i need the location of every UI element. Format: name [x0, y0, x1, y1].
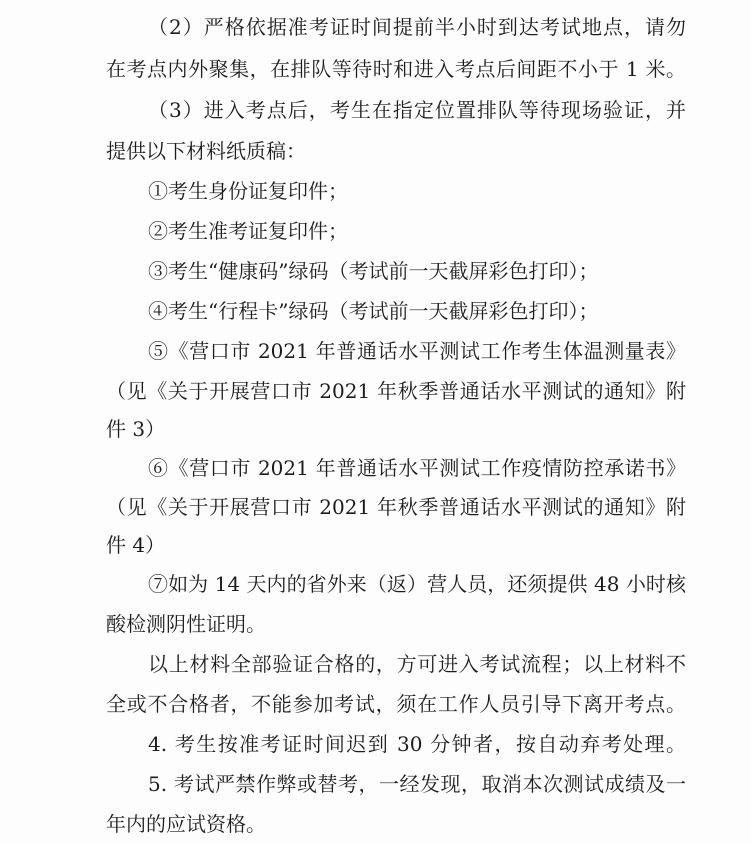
paragraph-3-line-1: （3）进入考点后，考生在指定位置排队等待现场验证，并: [148, 98, 686, 122]
list-item-7-line-1: ⑦如为 14 天内的省外来（返）营人员，还须提供 48 小时核: [148, 572, 686, 596]
list-item-4: ④考生“行程卡”绿码（考试前一天截屏彩色打印）；: [148, 299, 599, 323]
list-item-5-line-1: ⑤《营口市 2021 年普通话水平测试工作考生体温测量表》: [148, 339, 686, 363]
verification-paragraph-line-1: 以上材料全部验证合格的，方可进入考试流程；以上材料不: [148, 652, 686, 676]
list-item-7-line-2: 酸检测阴性证明。: [106, 612, 266, 636]
item-4-paragraph: 4. 考生按准考证时间迟到 30 分钟者，按自动弃考处理。: [148, 732, 686, 756]
item-5-line-2: 年内的应试资格。: [106, 812, 266, 836]
paragraph-2-line-2: 在考点内外聚集，在排队等待时和进入考点后间距不小于 1 米。: [106, 57, 686, 81]
list-item-1: ①考生身份证复印件；: [148, 179, 348, 203]
paragraph-2-line-1: （2）严格依据准考证时间提前半小时到达考试地点，请勿: [148, 15, 686, 39]
verification-paragraph-line-2: 全或不合格者，不能参加考试，须在工作人员引导下离开考点。: [106, 692, 686, 716]
list-item-5-line-2: （见《关于开展营口市 2021 年秋季普通话水平测试的通知》附: [106, 379, 686, 403]
list-item-5-line-3: 件 3）: [106, 417, 166, 441]
paragraph-3-line-2: 提供以下材料纸质稿：: [106, 139, 306, 163]
list-item-6-line-1: ⑥《营口市 2021 年普通话水平测试工作疫情防控承诺书》: [148, 456, 686, 480]
list-item-3: ③考生“健康码”绿码（考试前一天截屏彩色打印）；: [148, 259, 599, 283]
list-item-6-line-3: 件 4）: [106, 533, 166, 557]
list-item-2: ②考生准考证复印件；: [148, 219, 348, 243]
item-5-line-1: 5. 考试严禁作弊或替考，一经发现，取消本次测试成绩及一: [148, 772, 686, 796]
list-item-6-line-2: （见《关于开展营口市 2021 年秋季普通话水平测试的通知》附: [106, 495, 686, 519]
